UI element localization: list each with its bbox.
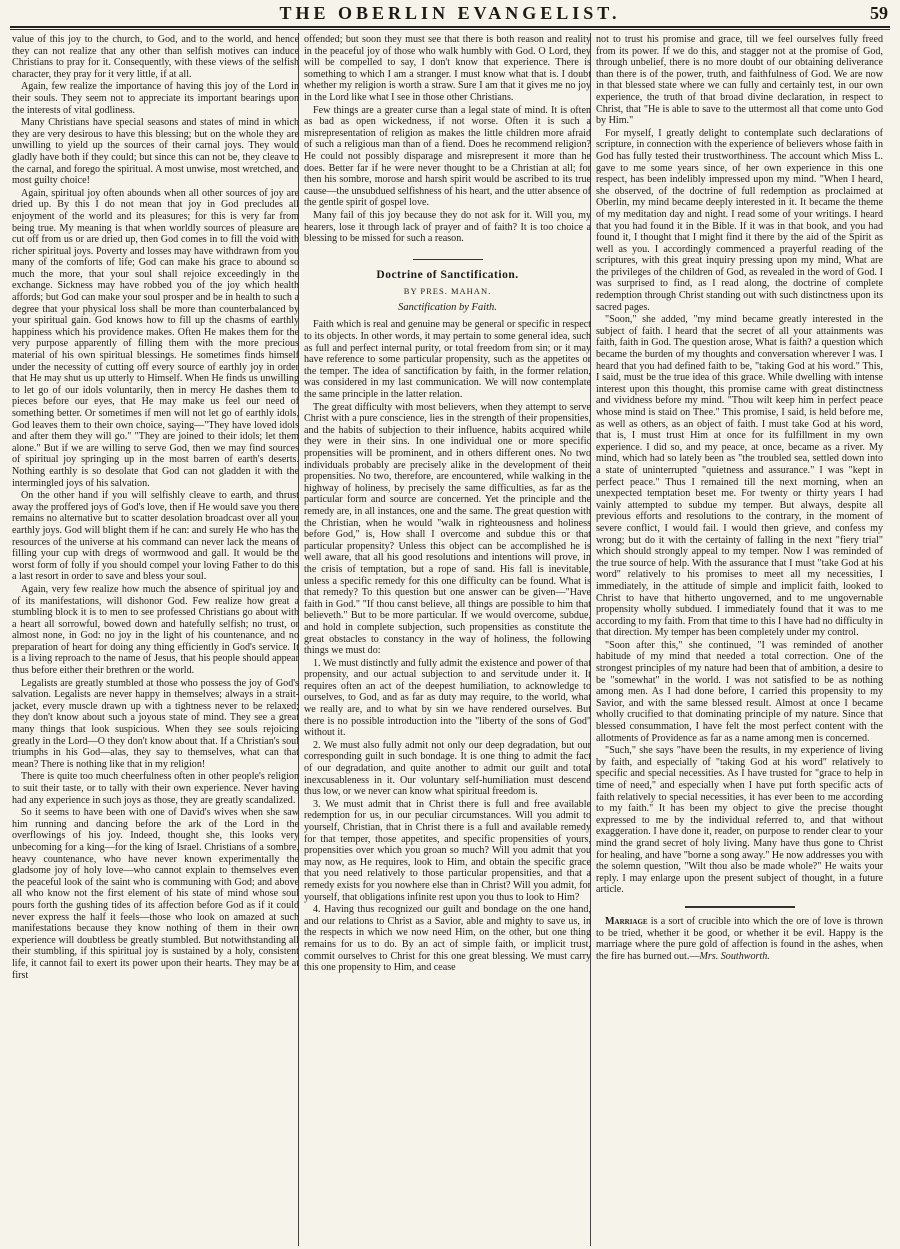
paragraph: For myself, I greatly delight to contemplate such declarations of scripture, in connection with the experience of believers whose faith in God has fully tested their trustworthiness. The account which Miss L. gave to me some years since, of her own experience in this one respect, has been indelibly impressed upon my mind. "When I heard, she observed, of the doctrine of full redemption as proclaimed at Oberlin, my mind became deeply interested in it. It became the theme of my meditation day and night. I read some of your writings. I heard that you had found it in the Bible. If it was in that book, and you had found it, I thought that I might find it there by the aid of the Spirit as well as you. I accordingly commenced a prayerful reading of the scriptures, with this great inquiry pressing upon my mind, What are the privileges of the children of God, as revealed in the word of God. I was surprised to find, as I read along, the doctrine of complete redemption through Christ standing out with such distinctness upon its sacred pages. (596, 127, 883, 313)
article-byline: BY PRES. MAHAN. (403, 286, 492, 297)
paragraph: not to trust his promise and grace, till we feel ourselves fully freed from its power. If we do this, and stagger not at the promise of God, through unbelief, there is no more doubt of our obtaining deliverance than there is of the power, truth, and faithfulness of God. We are now in that blessed state where we can fully and certainly test, in our own experience, the truth of that broad divine declaration, in respect to Christ, that "He is able to save to the uttermost all that come unto God by Him." (596, 34, 883, 127)
paragraph: Legalists are greatly stumbled at those who possess the joy of God's salvation. Legalists are never happy in themselves; always in a strait-jacket, every muscle drawn up with a tightness never to be relaxed; they don't know about such a joyous state of mind. They see a great many things that look suspicious. When they see souls rejoicing greatly in the Lord—O they don't know about that. If a Christian's soul triumphs in his God—alas, they say to themselves, what can that mean? There is nothing like that in my religion! (12, 677, 299, 770)
paragraph: "Soon after this," she continued, "I was reminded of another habitude of my mind that needed a total correction. One of the strongest principles of my nature had been that of ambition, a desire to be "somewhat" in the world. I was not satisfied to be as nothing among men. As I had done before, I carried this propensity to my Savior, and with the same blessed result. Almost at once I became wholly crucified to that dominating principle of my nature. Since that blessed consummation, I have felt the most perfect content with the allotments of Providence as far as a name among men is concerned. (596, 639, 883, 744)
paragraph: Many fail of this joy because they do not ask for it. Will you, my hearers, lose it through lack of prayer and of faith? It is too choice a blessing to be missed for such a reason. (304, 209, 591, 245)
article-heading: Doctrine of Sanctification. (376, 268, 519, 281)
paragraph: There is quite too much cheerfulness often in other people's religion to suit their taste, or to tally with their own experience. Never having had any experience in such joys as those, they are greatly scandalized. (12, 771, 299, 806)
paragraph: "Such," she says "have been the results, in my experience of living by faith, and especially of "taking God at his word" relatively to specific and special necessities. As I have trusted for "grace to help in time of need," and especially when I have put forth specific acts of faith relatively to special necessities, it has ever been to me according to my faith." It has been my object to give the precise thought expressed to me by the individual referred to, and that without exaggeration. I have done it, reader, on purpose to render clear to your mind the grand secret of holy living. Many have thus gone to Christ for healing, and have "borne a song away." He now addresses you with the solemn question, "Wilt thou also be made whole?" He waits your reply. I may enlarge upon the present subject of thought, in a future article. (596, 745, 883, 896)
paragraph: offended; but soon they must see that there is both reason and reality in the peaceful joy of those who walk humbly with God. O Lord, they will be compelled to say, I don't know that experience. There is something to which I am a stranger. I must know what that is. I doubt whether my religion is worth a straw. Sure I am that it gives me no joy in the Lord like what I see in those other Christians. (304, 34, 591, 103)
paragraph: The great difficulty with most believers, when they attempt to serve Christ with a pure conscience, lies in the strength of their propensities, and the habits of subjection to their influence, habits acquired while they were in their sins. In one individual one or more specific propensities will be prominent, and in others different ones. No two individuals probably are precisely alike in the development of their propensities. No two, therefore, are encountered, while walking in the highway of holiness, by precisely the same difficulties, as far as the particular form and source are concerned. Yet the principle and the remedy are, in all instances, one and the same. The great question with the Christian, when he would "walk in righteousness and holiness before God," is, How shall I overcome and subdue this or that particular propensity? Unless this object can be accomplished he is well aware, that all his good resolutions and intentions will prove, in the crisis of temptation, but a rope of sand. His fall is inevitable, unless a specific remedy for this one difficulty can be found. What is that remedy? To this question but one answer can be given—"Have faith in God." "If thou canst believe, all things are possible to him that believeth." But to be more particular. If we would overcome, subdue, and hold in complete subjection, such propensities as constitute the great obstacles to constancy in the way of holiness, the following things we must do: (304, 401, 591, 657)
section-rule (685, 906, 795, 908)
masthead-rule (10, 29, 890, 30)
article-subtitle: Sanctification by Faith. (398, 301, 497, 313)
closing-note (596, 916, 883, 962)
page-number: 59 (870, 3, 888, 23)
paragraph: Few things are a greater curse than a legal state of mind. It is often as bad as open wickedness, if not worse. Often it is such a misrepresentation of religion as makes the little children more afraid of such a religious man than of a fiend. Does he recommend religion? He could not possibly disparage and misrepresent it more than he does. Better far if he were never thought to be a Christian at all; for then his sombre, morose and harsh spirit would be ascribed to its true cause—the unsubdued selfishness of his heart, and the utter absence of the gentle spirit of gospel love. (304, 104, 591, 209)
paragraph: Many Christians have special seasons and states of mind in which they are very desirous to have this blessing; but on the whole they are unwilling to yield up the sources of their carnal joys. They would gladly have both if they could; but since this can not be, they cleave to the carnal, and forego the spiritual. A most unwise, most wretched, and most guilty choice! (12, 117, 299, 187)
column-1 (12, 34, 299, 1246)
paragraph: Faith which is real and genuine may be general or specific in respect to its objects. In other words, it may pertain to some general idea, such as full and perfect internal purity, or total freedom from sin; or it may have reference to some particular propensity, such as the appetites or the temper. The idea of sanctification by faith, in the former relation, was considered in my last communication. We will now contemplate the same principle in the latter relation. (304, 319, 591, 401)
paragraph: 4. Having thus recognized our guilt and bondage on the one hand, and our relations to Christ as a Savior, able and mighty to save us, in the respects in which we now need Him, on the other, but one thing remains for us to do. By an act of simple faith, or implicit trust, commit ourselves to Christ for this one great blessing. We must carry this one propensity to Him, and cease (304, 904, 591, 974)
paragraph: 3. We must admit that in Christ there is full and free available redemption for us, in our peculiar circumstances. Will you admit to yourself, Christian, that in Christ there is a full and available remedy for that temper, those appetites, and specific propensities of yours, propensities over which you groan so much? Will you admit that you may now, as He requires, look to Him, and obtain the specific grace that you need relatively to those particular propensities, and that a remedy exists for you nowhere else than in Christ? Will you admit, for yourself, that obligations infinite rest upon you thus to look to Him? (304, 798, 591, 903)
column-3 (596, 34, 883, 1246)
section-rule (413, 259, 483, 260)
masthead (10, 0, 890, 28)
paragraph: Again, very few realize how much the absence of spiritual joy and of its manifestations, will dishonor God. Few realize how great a stumbling block it is to men to see professed Christians go about with a heart all sorrowful, bowed down and hatefully selfish; no trust, or almost none, in God: no joy in the light of his countenance, and no preparation of heart for doing any thing efficiently in God's service. It is a living reproach to the name of Jesus, that his people should appear thus before either their brethren or the world. (12, 583, 299, 677)
closing-lead: Marriage (605, 915, 648, 927)
paragraph: On the other hand if you will selfishly cleave to earth, and thrust away the proffered joys of God's love, then if He would save you there remains no alternative but to scatter desolation broadcast over all your earthly joys. God will blight them if he can: and surely He who has the resources of the universe at his command can never lack the means of filling your cup with dregs of wormwood and gall. It would be the worst form of folly if you should compel your loving Father to do this a last resort in order to save and bless your soul. (12, 490, 299, 583)
closing-text: is a sort of crucible into which the ore of love is thrown to be tried, whether it be good, or whether it be evil. Happy is the marriage where the pure gold of affection is found in the ashes, when the fire has burned out.— (596, 915, 883, 962)
paragraph: Again, spiritual joy often abounds when all other sources of joy are dried up. By this I do not mean that joy in God precludes all enjoyment of the world and its pleasures; for this is very far from being true. My meaning is that when worldly sources of pleasure are cut off from us or are dried up, then God comes in to fill the void with richer spiritual joys. Poverty and losses may have withdrawn from you many of the comforts of life; God can make his grace to abound so much the more, that your soul shall rejoice exceedingly in the exchange. Sickness may have robbed you of the joy which health affords; but God can make your soul prosper and be in health to such a degree that your physical loss shall be more than counterbalanced by your spiritual gain. God knows how to fill up the chasms of earthly happiness which his providence makes. Often He makes them for the very purpose apparently of filling them with the more precious material of his own spiritual blessings. He sometimes finds himself under the necessity of cutting off every source of earthly joy in order that He may shut us up utterly to Himself. When He finds us unwilling to let go of our idols voluntarily, then in mercy He dashes them to pieces before our eyes, that He may make us feel our need of something better. Or sometimes if men will not let go of earthly idols, God leaves them to their own choice, saying—"They have loved idols and after them they will go." "They are joined to their idols; let them alone." But if we are willing to serve God, then we may find sources of spiritual joy springing up in the most barren of earth's deserts. Nothing earthly is so desolate that God can not gladden it with the intermingled joys of his salvation. (12, 187, 299, 489)
paragraph: 1. We must distinctly and fully admit the existence and power of that propensity, and our actual subjection to and servitude under it. It requires often an act of the deepest humiliation, to acknowledge to ourselves, to God, and as far as duty may require, to the world, what we really are, and to what by sin we have rendered ourselves. But there is no possible introduction into the "liberty of the sons of God" without it. (304, 657, 591, 739)
paragraph: 2. We must also fully admit not only our deep degradation, but our corresponding guilt in such bondage. It is one thing to admit the fact of our degradation, and quite another to admit our guilt and total inexcusableness in it. Our voluntary self-humiliation must descend thus low, or we never can know what spiritual freedom is. (304, 739, 591, 798)
paragraph: So it seems to have been with one of David's wives when she saw him running and dancing before the ark of the Lord in the overflowings of his joy. Indeed, thought she, this looks very unbecoming for a king—for the king of Israel. Christians of a sombre, heavy countenance, who have never known experimentally the gladsome joy of holy love—who cannot explain to themselves even the peaceful look of the saint who is communing with God; and above all who know not the first element of his state of mind whose soul pours forth the gushing tides of its affection before God as if it could never express the half it feels—those who look on amazed at such manifestations because they know nothing of them in their own experience will doubtless be greatly stumbled. But notwithstanding all their stumbling, if this spiritual joy is sustained by a holy, consistent life, it cannot fail to exert its power upon their hearts. They may be at first (12, 807, 299, 981)
article-header (304, 259, 591, 314)
closing-author: Mrs. Southworth. (699, 950, 770, 962)
paragraph: value of this joy to the church, to God, and to the world, and hence they can not realize that any other than selfish motives can induce Christians to pray for it. Consequently, with these views of the selfish character, they pray for it very little, if at all. (12, 34, 299, 80)
paragraph: Again, few realize the importance of having this joy of the Lord in their souls. They seem not to appreciate its important bearings upon the interests of vital godliness. (12, 81, 299, 116)
paragraph: "Soon," she added, "my mind became greatly interested in the subject of faith. I heard that the secret of all your attainments was faith, faith in God. The question arose, What is faith? a question which became the burden of my thoughts and conversation wherever I was. I heard that you had defined faith to be, "taking God at his word." This, I said, must be the true idea of this grace. While dwelling with intense interest upon this thought, this promise came with great distinctness and vividness before my mind. "Thou wilt keep him in perfect peace whose mind is staid on Thee." This promise, I said, is held before me, as well as others, as an object of faith. I must take God at his word, that is, I must trust Him at once for its fulfillment in my own experience. I did so, and my peace, at once, became as a river. My mind, which had so lately been as "the troubled sea, settled down into a state of uninterrupted "quietness and assurance." I was "kept in perfect peace." Thus I remained till the next morning, when an unexpected temptation beset me. For twenty or thirty years I had vainly attempted to subdue my temper. But always, despite all previous efforts and resolutions to the contrary, in the moment of severe conflict, I would fail. I would then grieve, and confess my wrong; but do it with the certainty of falling in the next "fiery trial" which should strongly appeal to my temper. Now I was reminded of the true source of help. With the assurance that I must "take God at his word" relatively to his promises to meet all my necessities, I immediately, in the attitude of simple and implicit faith, looked to Christ to have that hitherto ungoverned, and to me ungovernable propensity wholly subdued. I immediately found that it was to me according to my faith. From that time to this I have had no difficulty in that direction. My temper has been completely under my control. (596, 314, 883, 639)
publication-title: THE OBERLIN EVANGELIST. (279, 3, 621, 23)
column-2 (304, 34, 591, 1246)
